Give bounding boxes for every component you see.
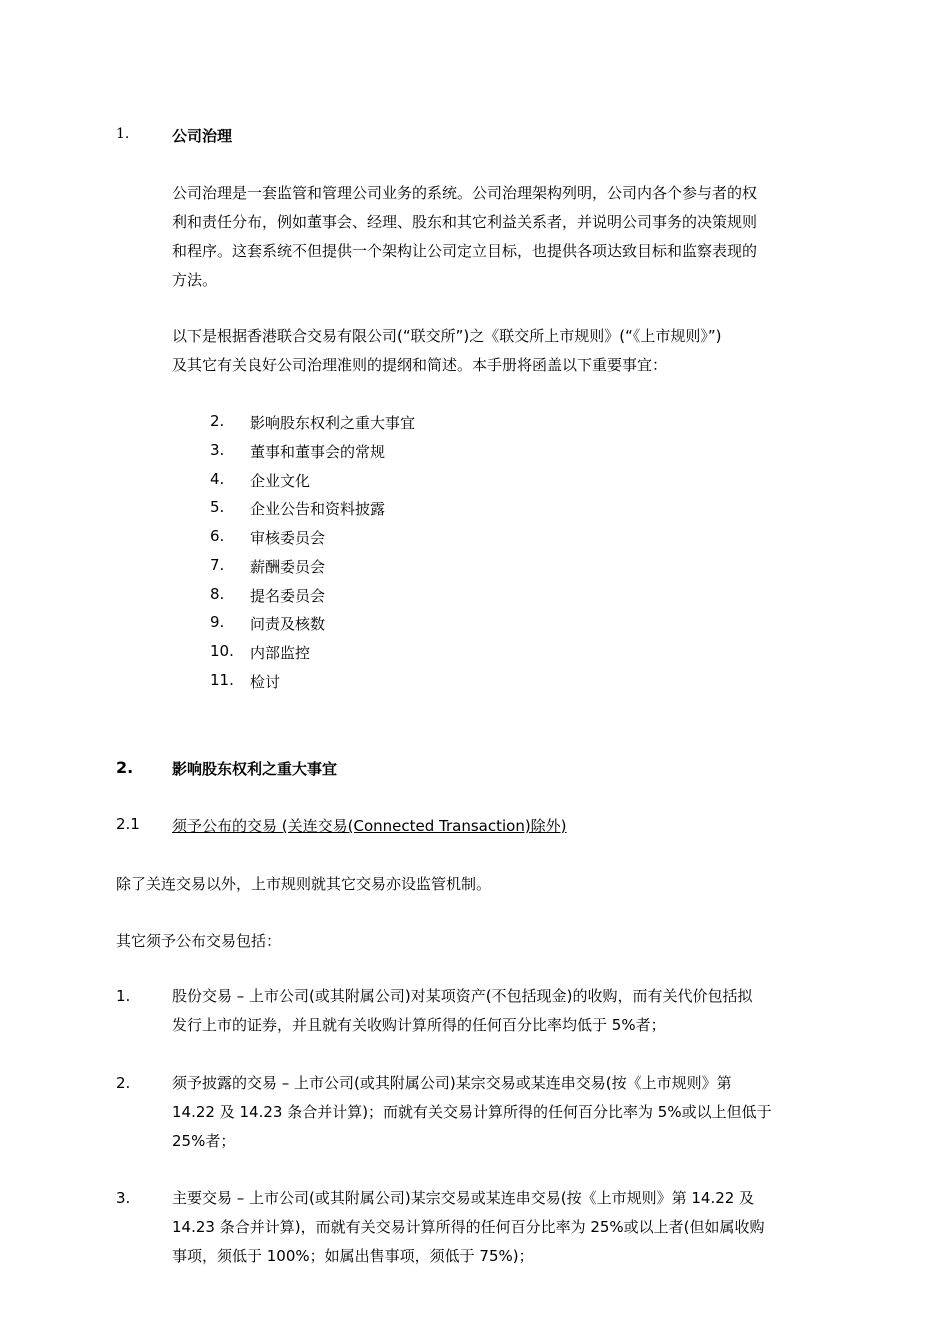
paragraph-line: 利和责任分布，例如董事会、经理、股东和其它利益关系者，并说明公司事务的决策规则 (172, 213, 758, 231)
transaction-item-text (172, 1184, 836, 1271)
toc-item-label: 问责及核数 (250, 615, 326, 633)
section-1-paragraph-1 (172, 179, 836, 295)
toc-item-number: 3. (210, 441, 225, 459)
subsection-2-1-number: 2.1 (116, 815, 140, 833)
toc-item-label: 企业公告和资料披露 (250, 500, 386, 518)
section-1-title: 公司治理 (172, 127, 233, 145)
item-line: 发行上市的证券，并且就有关收购计算所得的任何百分比率均低于 5%者； (172, 1016, 666, 1034)
paragraph-line: 方法。 (172, 271, 218, 289)
section-2-title: 影响股东权利之重大事宜 (172, 760, 338, 778)
toc-item-number: 6. (210, 527, 225, 545)
paragraph-line: 和程序。这套系统不但提供一个架构让公司定立目标，也提供各项达致目标和监察表现的 (172, 242, 758, 260)
toc-item-label: 内部监控 (250, 644, 311, 662)
toc-item-label: 审核委员会 (250, 529, 326, 547)
toc-item-label: 提名委员会 (250, 587, 326, 605)
item-line: 14.22 及 14.23 条合并计算)；而就有关交易计算所得的任何百分比率为 5%或以上但低于 (172, 1103, 772, 1121)
transaction-item-number: 2. (116, 1074, 131, 1092)
toc-item-number: 9. (210, 613, 225, 631)
section-2-number: 2. (116, 758, 134, 777)
paragraph-line: 及其它有关良好公司治理准则的提纲和简述。本手册将函盖以下重要事宜： (172, 356, 668, 374)
paragraph-line: 公司治理是一套监管和管理公司业务的系统。公司治理架构列明，公司内各个参与者的权 (172, 184, 758, 202)
transaction-item-text (172, 1069, 836, 1156)
toc-item-number: 10. (210, 642, 234, 660)
item-line: 25%者； (172, 1132, 236, 1150)
toc-item-label: 董事和董事会的常规 (250, 443, 386, 461)
toc-item-number: 11. (210, 671, 234, 689)
toc-item-number: 5. (210, 498, 225, 516)
item-line: 事项，须低于 100%；如属出售事项，须低于 75%)； (172, 1247, 534, 1265)
transaction-item-text (172, 982, 836, 1040)
toc-item-number: 2. (210, 412, 225, 430)
toc-item-number: 4. (210, 470, 225, 488)
toc-item-label: 企业文化 (250, 472, 311, 490)
transaction-item-number: 1. (116, 987, 131, 1005)
subsection-2-1-title: 须予公布的交易 (关连交易(Connected Transaction)除外) (172, 817, 567, 835)
toc-item-number: 7. (210, 556, 225, 574)
transaction-item-number: 3. (116, 1189, 131, 1207)
item-line: 须予披露的交易 – 上市公司(或其附属公司)某宗交易或某连串交易(按《上市规则》第 (172, 1074, 732, 1092)
section-2-intro-1: 除了关连交易以外，上市规则就其它交易亦设监管机制。 (116, 875, 492, 893)
section-2-intro-2: 其它须予公布交易包括： (116, 932, 282, 950)
section-1-paragraph-2 (172, 322, 836, 380)
item-line: 14.23 条合并计算)，而就有关交易计算所得的任何百分比率为 25%或以上者(但如属收购 (172, 1218, 765, 1236)
item-line: 主要交易 – 上市公司(或其附属公司)某宗交易或某连串交易(按《上市规则》第 14.22 及 (172, 1189, 755, 1207)
paragraph-line: 以下是根据香港联合交易有限公司(“联交所”)之《联交所上市规则》(“《上市规则》”) (172, 327, 722, 345)
toc-item-label: 影响股东权利之重大事宜 (250, 414, 416, 432)
toc-item-label: 检讨 (250, 673, 281, 691)
toc-item-label: 薪酬委员会 (250, 558, 326, 576)
section-1-number: 1. (116, 126, 130, 142)
item-line: 股份交易 – 上市公司(或其附属公司)对某项资产(不包括现金)的收购，而有关代价包括拟 (172, 987, 753, 1005)
toc-item-number: 8. (210, 585, 225, 603)
